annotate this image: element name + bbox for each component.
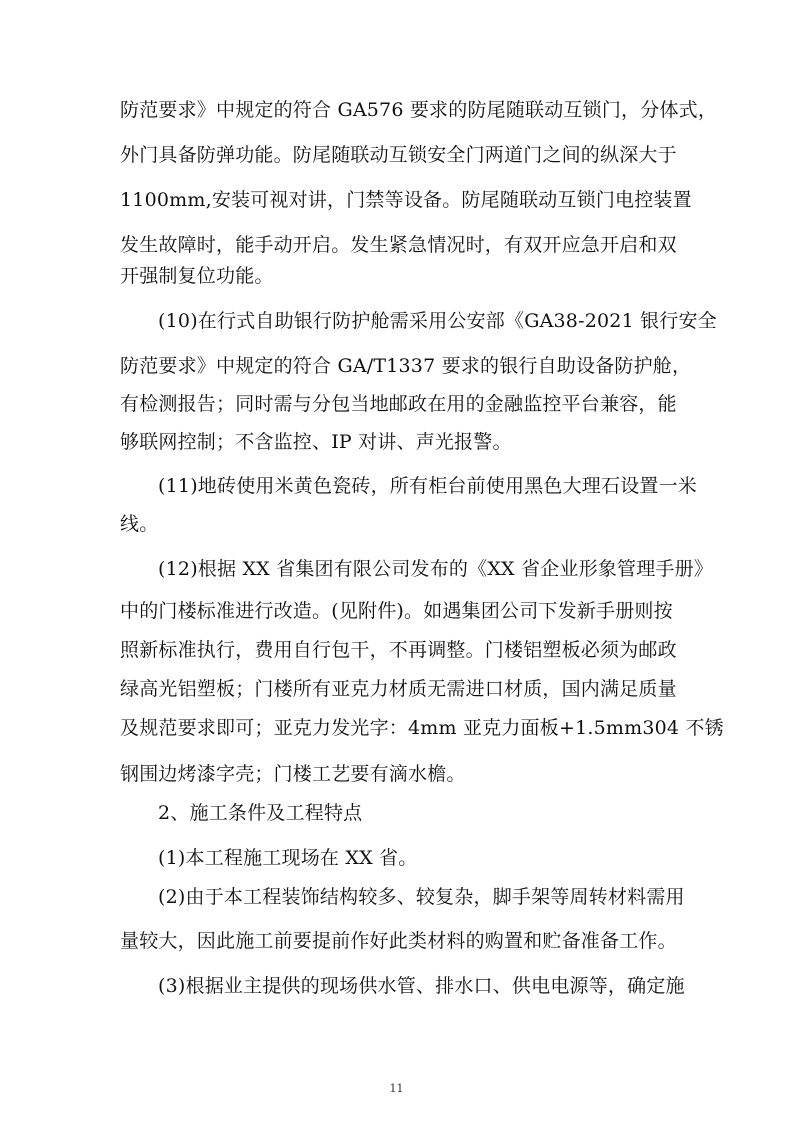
paragraph-12-first-line: (12)根据 XX 省集团有限公司发布的《XX 省企业形象管理手册》 — [158, 558, 714, 580]
body-text-line: 绿高光铝塑板；门楼所有亚克力材质无需进口材质，国内满足质量 — [120, 678, 677, 700]
body-text-line: 钢围边烤漆字壳；门楼工艺要有滴水檐。 — [120, 763, 466, 785]
section-heading: 2、施工条件及工程特点 — [158, 802, 363, 824]
body-text-line: 中的门楼标准进行改造。(见附件)。如遇集团公司下发新手册则按 — [120, 600, 673, 622]
body-text-line: 够联网控制；不含监控、IP 对讲、声光报警。 — [120, 431, 512, 453]
paragraph-10-first-line: (10)在行式自助银行防护舱需采用公安部《GA38-2021 银行安全 — [158, 310, 717, 332]
paragraph-3-first-line: (3)根据业主提供的现场供水管、排水口、供电电源等，确定施 — [158, 975, 685, 997]
body-text-line: 防范要求》中规定的符合 GA576 要求的防尾随联动互锁门，分体式， — [120, 99, 718, 121]
paragraph-11-first-line: (11)地砖使用米黄色瓷砖，所有柜台前使用黑色大理石设置一米 — [158, 475, 698, 497]
body-text-line: 外门具备防弹功能。防尾随联动互锁安全门两道门之间的纵深大于 — [120, 144, 677, 166]
body-text-line: 量较大，因此施工前要提前作好此类材料的购置和贮备准备工作。 — [120, 930, 677, 952]
body-text-line: 1100mm,安装可视对讲，门禁等设备。防尾随联动互锁门电控装置 — [120, 189, 692, 211]
body-text-line: 及规范要求即可；亚克力发光字：4mm 亚克力面板+1.5mm304 不锈 — [120, 717, 724, 739]
page-number: 11 — [389, 1082, 404, 1095]
body-text-line: 照新标准执行，费用自行包干，不再调整。门楼铝塑板必须为邮政 — [120, 639, 677, 661]
paragraph-1-line: (1)本工程施工现场在 XX 省。 — [158, 847, 418, 869]
body-text-line: 线。 — [120, 513, 159, 535]
body-text-line: 开强制复位功能。 — [120, 265, 274, 287]
body-text-line: 发生故障时，能手动开启。发生紧急情况时，有双开应急开启和双 — [120, 234, 677, 256]
paragraph-2-first-line: (2)由于本工程装饰结构较多、较复杂，脚手架等周转材料需用 — [158, 886, 685, 908]
body-text-line: 防范要求》中规定的符合 GA/T1337 要求的银行自助设备防护舱， — [120, 355, 692, 377]
body-text-line: 有检测报告；同时需与分包当地邮政在用的金融监控平台兼容，能 — [120, 393, 677, 415]
